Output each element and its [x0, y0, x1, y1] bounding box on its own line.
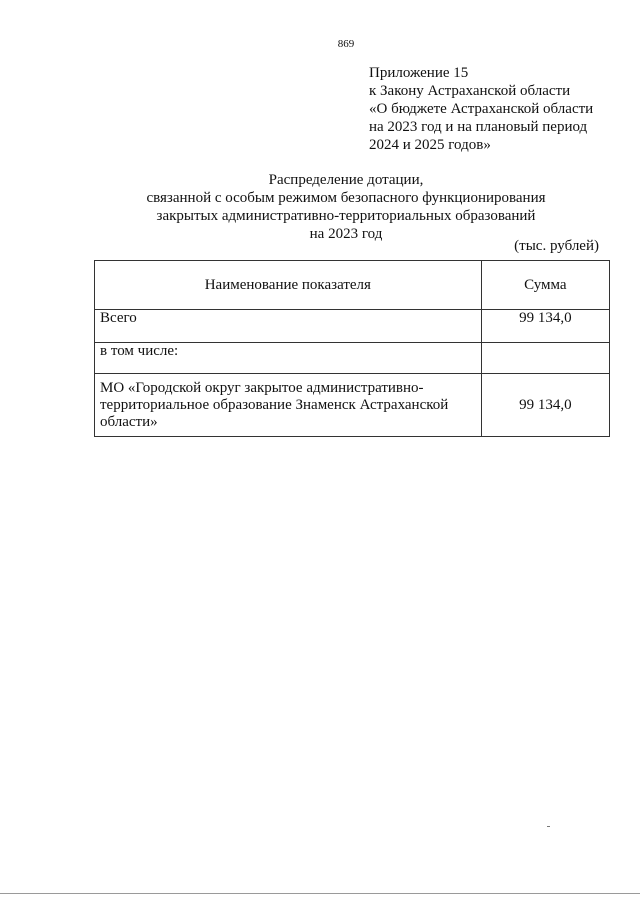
table-header-row [95, 261, 610, 310]
row-sum-cell: 99 134,0 [481, 374, 609, 437]
title-line: на 2023 год [309, 226, 383, 242]
title-line: Распределение дотации, [268, 172, 424, 188]
title-line: закрытых административно-территориальных образований [156, 208, 536, 224]
page-number: 869 [337, 38, 355, 50]
document-title [0, 171, 640, 243]
row-name-cell: МО «Городской округ закрытое административно-территориальное образование Знаменск Астраханской области» [95, 374, 482, 437]
title-line: связанной с особым режимом безопасного функционирования [146, 190, 546, 206]
appendix-line: Приложение 15 [369, 65, 469, 81]
scan-mark [547, 826, 550, 827]
appendix-line: «О бюджете Астраханской области [369, 101, 594, 117]
table-row [95, 343, 610, 374]
row-sum-cell [481, 343, 609, 374]
row-name-cell: в том числе: [95, 343, 482, 374]
appendix-line: к Закону Астраханской области [369, 83, 571, 99]
appendix-line: 2024 и 2025 годов» [369, 137, 491, 153]
header-name-cell: Наименование показателя [95, 261, 482, 310]
distribution-table [94, 260, 610, 437]
units-label: (тыс. рублей) [514, 238, 599, 254]
table-row [95, 310, 610, 343]
scan-edge-line [0, 893, 640, 894]
appendix-line: на 2023 год и на плановый период [369, 119, 588, 135]
row-name-cell: Всего [95, 310, 482, 343]
header-sum-cell: Сумма [481, 261, 609, 310]
appendix-header [369, 64, 593, 154]
row-sum-cell: 99 134,0 [481, 310, 609, 343]
table-row [95, 374, 610, 437]
